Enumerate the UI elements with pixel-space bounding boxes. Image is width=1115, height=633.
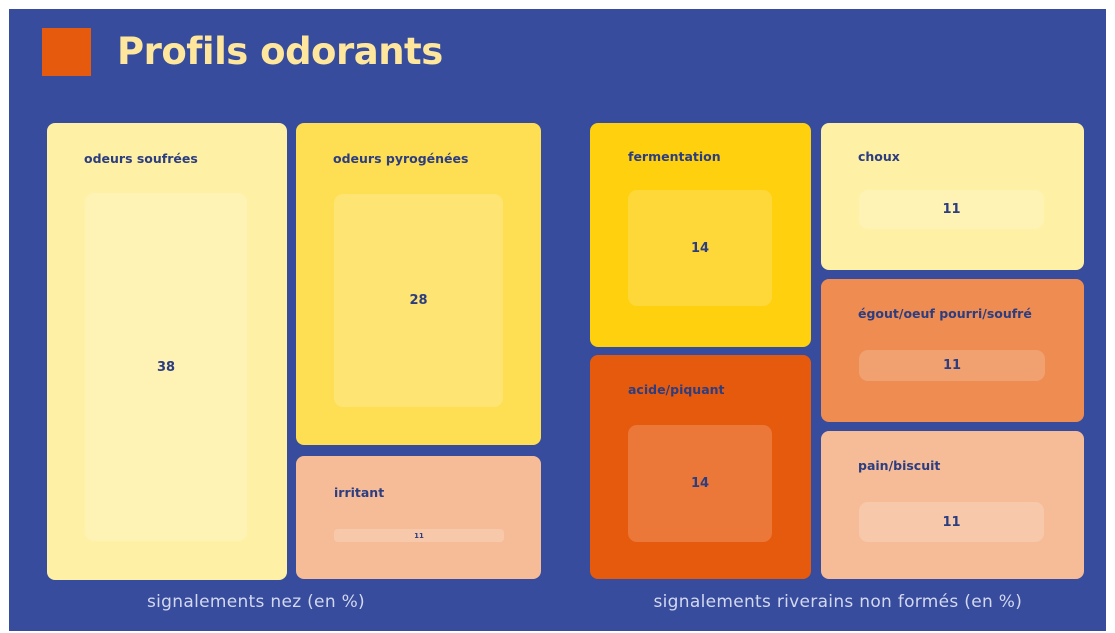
tile-label: odeurs pyrogénées [333,151,469,166]
tile-label: choux [858,149,900,164]
tile-value-box [628,425,772,542]
tile-label: fermentation [628,149,721,164]
tile-label: odeurs soufrées [84,151,198,166]
tile-value-box [334,194,503,407]
page-title: Profils odorants [117,30,443,73]
treemap-tile-odeurs-soufrees [47,123,287,580]
tile-value: 11 [942,514,961,530]
treemap-tile-odeurs-pyrogenees [296,123,541,445]
tile-label: pain/biscuit [858,458,941,473]
tile-value-box [85,193,247,541]
tile-value-box [628,190,772,306]
caption-nez: signalements nez (en %) [147,592,365,612]
tile-value-box [859,502,1044,542]
tile-value: 14 [690,476,710,491]
treemap-tile-choux [821,123,1084,270]
treemap-tile-egout-oeuf-pourri-soufre [821,279,1084,422]
treemap-tile-fermentation [590,123,811,347]
tile-value: 28 [409,293,428,308]
tile-value: 38 [156,359,176,375]
tile-label: égout/oeuf pourri/soufré [858,306,1032,321]
slide [9,9,1106,631]
tile-value-box [859,350,1045,381]
treemap-tile-irritant [296,456,541,579]
tile-value-box [334,529,504,542]
caption-riverains: signalements riverains non formés (en %) [653,592,1023,612]
tile-label: acide/piquant [628,382,725,397]
tile-value: 11 [942,202,961,217]
treemap-tile-pain-biscuit [821,431,1084,579]
tile-value: 14 [690,240,710,256]
tile-value: 11 [942,358,962,373]
treemap-tile-acide-piquant [590,355,811,579]
tile-value: 11 [414,531,424,540]
title-accent-square [42,28,91,76]
tile-value-box [859,190,1044,229]
tile-label: irritant [334,485,385,500]
